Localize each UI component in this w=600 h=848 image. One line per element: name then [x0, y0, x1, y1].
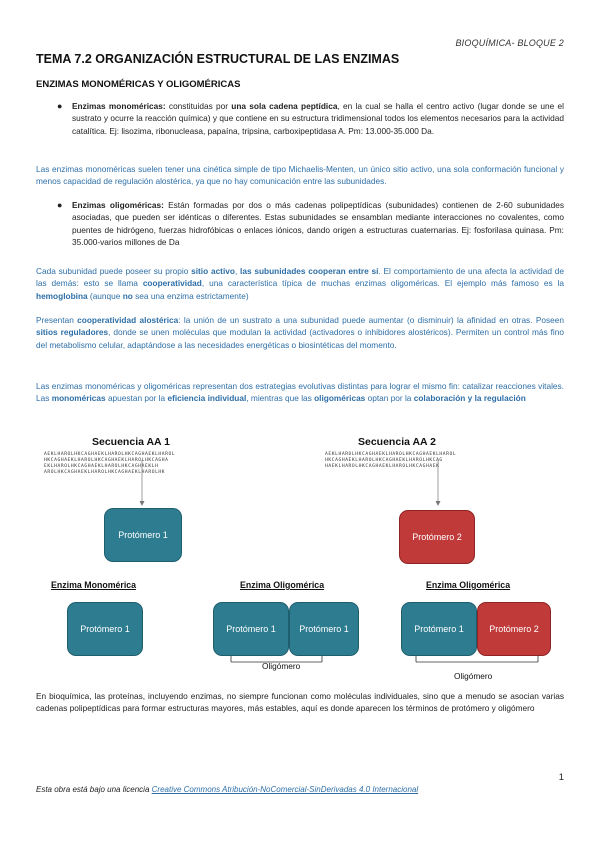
- bullet-dot: ●: [57, 200, 63, 210]
- protomer-1-box: Protómero 1: [104, 508, 182, 562]
- label-monomeric-enzyme: Enzima Monomérica: [51, 580, 137, 590]
- bullet-term: Enzimas oligoméricas:: [72, 200, 164, 210]
- page-title: TEMA 7.2 ORGANIZACIÓN ESTRUCTURAL DE LAS ENZIMAS: [36, 52, 400, 66]
- page-number: 1: [558, 772, 564, 783]
- label-oligomeric-enzyme-2: Enzima Oligomérica: [426, 580, 511, 590]
- bullet-term: Enzimas monoméricas:: [72, 101, 166, 111]
- license-footer: Esta obra está bajo una licencia Creative Commons Atribución-NoComercial-SinDerivadas 4.0 Internacional: [36, 785, 419, 794]
- course-header: BIOQUÍMICA- BLOQUE 2: [455, 38, 564, 48]
- oligomer-a-protomer-1: Protómero 1: [213, 602, 289, 656]
- paragraph-monomeric-kinetics: Las enzimas monoméricas suelen tener una cinética simple de tipo Michaelis-Menten, un único sitio activo, una sola conformación funcional y menos capacidad de regulación alostérica, ya que no hay comunicación entre las subunidades.: [36, 164, 564, 187]
- bullet-oligomeric: ● Enzimas oligoméricas: Están formadas por dos o más cadenas polipeptídicas (subunidades) contienen de 2-60 subunidades asociadas, que pueden ser idénticas o diferentes. Estas subunidades se ensamblan mediante interacciones no covalentes, como puentes de hidrógeno, fuerzas hidrofóbicas o enlaces iónicos, dando origen a estructuras cuaternarias. Ej: fosforilasa quinasa. Pm: 35.000-varios millones de Da: [57, 200, 564, 247]
- paragraph-protomer-oligomer: En bioquímica, las proteínas, incluyendo enzimas, no siempre funcionan como moléculas individuales, sino que a menudo se asocian varias cadenas polipeptídicas para formar estructuras mayores, más estables, aquí es donde aparecen los términos de protómero y oligómero: [36, 691, 564, 714]
- paragraph-strategies: Las enzimas monoméricas y oligoméricas representan dos estrategias evolutivas distintas para lograr el mismo fin: catalizar reacciones vitales. Las monoméricas apuestan por la eficiencia individual, mientras que las oligoméricas optan por la colaboración y la regulación: [36, 381, 564, 404]
- oligomer-a-protomer-1b: Protómero 1: [289, 602, 359, 656]
- bullet-monomeric: ● Enzimas monoméricas: constituidas por una sola cadena peptídica, en la cual se halla el centro activo (lugar donde se une el sustrato y ocurre la reacción química) y que contiene en su estructura tridimensional todos los elementos necesarios para la actividad catalítica. Ej: lisozima, ribonucleasa, papaína, tripsina, carboxipeptidasa A. Pm: 13.000-35.000 Da.: [57, 101, 564, 136]
- paragraph-allosteric: Presentan cooperatividad alostérica: la unión de un sustrato a una subunidad puede aumentar (o disminuir) la afinidad en otras. Poseen sitios reguladores, donde se unen moléculas que modulan la actividad (activadores o inhibidores alostéricos). Permiten un control más fino del metabolismo celular, adaptándose a las necesidades energéticas o biosintéticas del momento.: [36, 315, 564, 350]
- paragraph-cooperativity: Cada subunidad puede poseer su propio sitio activo, las subunidades cooperan entre sí. El comportamiento de una afecta la actividad de las demás: esto se llama cooperatividad, una característica típica de muchas enzimas oligoméricas. El ejemplo más famoso es la hemoglobina (aunque no sea una enzima estrictamente): [36, 266, 564, 301]
- license-link[interactable]: Creative Commons Atribución-NoComercial-SinDerivadas 4.0 Internacional: [151, 785, 419, 794]
- protomer-oligomer-diagram: [0, 430, 600, 685]
- sequence-1-title: Secuencia AA 1: [92, 436, 171, 448]
- sequence-2-text: AEKLHAROLHKCAGHAEKLHAROLHKCAGHAEKLHAROL HKCAGHAEKLHAROLHKCAGHAEKLHAROLHKCAG HAEKLHAROLHKCAGHAEKLHAROLHKCAGHAEK: [325, 452, 457, 469]
- oligomer-b-protomer-1: Protómero 1: [401, 602, 477, 656]
- oligomer-label-1: Oligómero: [262, 661, 301, 671]
- sequence-1-text: AEKLHAROLHKCAGHAEKLHAROLHKCAGHAEKLHAROL HKCAGHAEKLHAROLHKCAGHAEKLHAROLHKCAGHA EKLHAROLHKCAGHAEKLHAROLHKCAGHAEKLH AROLHKCAGHAEKLHAROLHKCAGHAEKLHAROLHK: [44, 452, 176, 475]
- arrow-head-seq2: [436, 501, 441, 506]
- sequence-2-title: Secuencia AA 2: [358, 436, 437, 448]
- protomer-2-box: Protómero 2: [399, 510, 475, 564]
- monomer-protomer-1: Protómero 1: [67, 602, 143, 656]
- arrow-head-seq1: [140, 501, 145, 506]
- label-oligomeric-enzyme-1: Enzima Oligomérica: [240, 580, 325, 590]
- oligomer-b-protomer-2: Protómero 2: [477, 602, 551, 656]
- oligomer-label-2: Oligómero: [454, 671, 493, 681]
- bullet-dot: ●: [57, 101, 63, 111]
- section-subtitle: ENZIMAS MONOMÉRICAS Y OLIGOMÉRICAS: [36, 79, 241, 90]
